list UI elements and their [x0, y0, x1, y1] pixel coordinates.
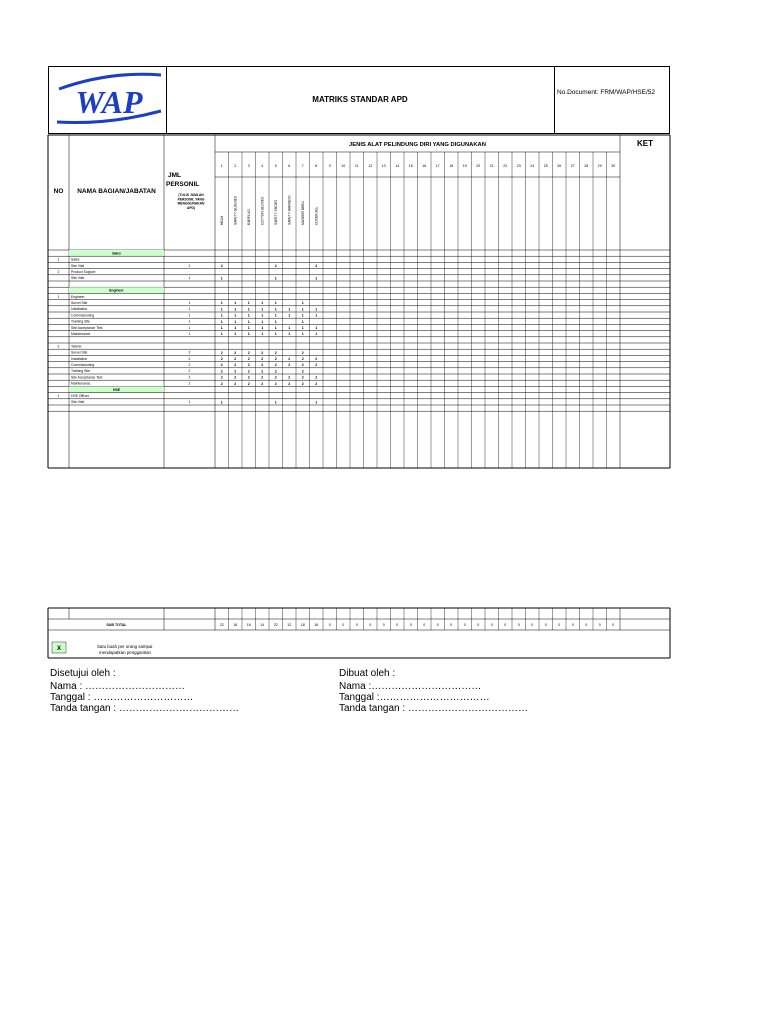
- row-name: Site Visit: [71, 263, 85, 268]
- column-header-jml: JML: [168, 172, 181, 179]
- row-no: 1: [57, 294, 60, 299]
- apd-mark: 2: [247, 381, 250, 386]
- apd-mark: 1: [301, 301, 304, 306]
- apd-mark: 1: [261, 326, 264, 330]
- logo-text: WAP: [75, 84, 143, 120]
- apd-mark: 2: [247, 357, 250, 361]
- subtotal-value: 0: [517, 623, 520, 627]
- subtotal-label: SUB TOTAL: [106, 623, 127, 627]
- apd-column-number: 4: [261, 164, 264, 168]
- apd-mark: 2: [261, 363, 264, 368]
- subtotal-value: 14: [260, 623, 265, 627]
- apd-mark: 1: [301, 319, 304, 324]
- apd-mark: 2: [261, 369, 264, 374]
- apd-mark: 2: [234, 350, 237, 355]
- apd-mark: 2: [234, 381, 237, 386]
- apd-mark: 1: [247, 319, 250, 324]
- apd-column-number: 28: [584, 164, 589, 168]
- apd-mark: 1: [274, 301, 277, 306]
- apd-mark: 2: [288, 363, 291, 368]
- row-jml: 2: [188, 381, 191, 386]
- subtotal-value: 0: [585, 623, 588, 627]
- row-name: Site Acceptance Test: [71, 375, 103, 380]
- apd-mark: 1: [234, 332, 237, 337]
- created-by-date: Tanggal :……………………………: [339, 692, 490, 703]
- row-name: HSE Officer: [71, 394, 89, 398]
- subtotal-value: 0: [423, 623, 426, 627]
- apd-mark: 2: [274, 357, 277, 361]
- apd-mark: 1: [274, 307, 277, 312]
- apd-column-number: 5: [274, 164, 277, 168]
- row-name: Survei Site: [71, 301, 88, 305]
- jml-note-line: APD): [186, 205, 196, 210]
- apd-mark: 1: [301, 313, 304, 318]
- apd-column-number: 6: [288, 164, 291, 168]
- apd-column-number: 30: [611, 164, 616, 168]
- row-no: 2: [57, 270, 60, 274]
- column-header-ket: KET: [637, 139, 653, 148]
- row-jml: 1: [188, 332, 191, 336]
- subtotal-value: 22: [273, 623, 278, 627]
- row-no: 2: [57, 344, 60, 349]
- apd-mark: 2: [261, 381, 264, 386]
- apd-mark: 1: [261, 332, 264, 337]
- section-label: Sales: [112, 251, 121, 256]
- apd-mark: 1: [274, 332, 277, 337]
- row-jml: 1: [188, 313, 191, 318]
- apd-mark: 1: [315, 400, 318, 405]
- apd-mark: 1: [288, 307, 291, 312]
- row-name: Site Visit: [71, 400, 85, 405]
- apd-column-number: 13: [381, 164, 386, 168]
- column-header-jenis: JENIS ALAT PELINDUNG DIRI YANG DIGUNAKAN: [349, 142, 486, 148]
- apd-mark: 1: [220, 400, 223, 405]
- apd-column-number: 2: [234, 164, 237, 168]
- apd-column-number: 23: [516, 164, 521, 168]
- apd-mark: 2: [301, 357, 304, 361]
- apd-mark: 2: [315, 381, 318, 386]
- apd-mark: 2: [220, 369, 223, 374]
- subtotal-value: 0: [369, 623, 372, 627]
- row-jml: 1: [188, 325, 191, 330]
- apd-column-number: 20: [476, 164, 481, 168]
- row-no: 1: [57, 394, 60, 398]
- subtotal-value: 0: [328, 623, 331, 627]
- document-title: MATRIKS STANDAR APD: [312, 95, 408, 104]
- apd-mark: 1: [301, 332, 304, 337]
- subtotal-value: 16: [246, 623, 251, 627]
- apd-mark: 1: [220, 276, 223, 281]
- apd-mark: 1: [315, 326, 318, 330]
- subtotal-value: 0: [490, 623, 493, 627]
- row-name: Maintenance: [71, 332, 91, 336]
- subtotal-value: 0: [396, 623, 399, 627]
- apd-column-number: 15: [408, 164, 413, 168]
- approved-by-heading: Disetujui oleh :: [50, 668, 116, 679]
- apd-column-number: 17: [435, 164, 440, 168]
- row-jml: 1: [188, 276, 191, 281]
- apd-column-number: 8: [315, 164, 318, 168]
- apd-mark: 1: [288, 332, 291, 337]
- column-header-no: NO: [53, 188, 64, 195]
- jml-note-line: PERSONIL YANG: [177, 197, 205, 202]
- apd-column-number: 3: [247, 164, 250, 168]
- subtotal-value: 0: [409, 623, 412, 627]
- apd-mark: 2: [274, 363, 277, 368]
- subtotal-value: 0: [477, 623, 480, 627]
- apd-mark: 2: [234, 357, 237, 361]
- apd-mark: 1: [274, 400, 277, 405]
- subtotal-value: 0: [382, 623, 385, 627]
- apd-mark: 2: [301, 363, 304, 368]
- legend-mark: X: [56, 646, 62, 652]
- apd-column-name: SAFETY HARNESS: [287, 195, 292, 225]
- apd-mark: 1: [274, 313, 277, 318]
- row-jml: 2: [188, 356, 191, 361]
- apd-column-name: MASKER DEBU: [300, 201, 305, 225]
- column-header-personil: PERSONIL: [166, 181, 200, 188]
- apd-mark: 1: [220, 332, 223, 337]
- apd-mark: 2: [274, 381, 277, 386]
- row-name: Site Acceptance Test: [71, 325, 103, 330]
- row-jml: 2: [188, 375, 191, 380]
- apd-column-number: 18: [449, 164, 454, 168]
- apd-mark: 1: [220, 326, 223, 330]
- row-jml: 2: [188, 350, 191, 355]
- row-name: Maintenance: [71, 381, 91, 386]
- apd-mark: 1: [315, 307, 318, 312]
- row-name: Engineer: [71, 294, 85, 299]
- subtotal-value: 0: [531, 623, 534, 627]
- apd-mark: 2: [274, 369, 277, 374]
- apd-mark: 2: [220, 363, 223, 368]
- apd-mark: 1: [234, 313, 237, 318]
- apd-column-number: 25: [543, 164, 548, 168]
- apd-mark: 2: [247, 363, 250, 368]
- subtotal-value: 0: [504, 623, 507, 627]
- apd-mark: 1: [220, 307, 223, 312]
- apd-column-name: SAFETY GLASSES: [233, 195, 238, 225]
- apd-mark: 1: [234, 326, 237, 330]
- apd-mark: 1: [261, 301, 264, 306]
- apd-mark: 2: [274, 264, 277, 268]
- subtotal-value: 12: [287, 623, 292, 627]
- document-number: No.Document: FRM/WAP/HSE/52: [557, 89, 656, 96]
- section-label: HSE: [113, 387, 120, 392]
- apd-mark: 1: [274, 276, 277, 281]
- row-jml: 2: [188, 263, 191, 268]
- subtotal-value: 0: [450, 623, 453, 627]
- apd-mark: 2: [234, 363, 237, 368]
- apd-mark: 1: [247, 301, 250, 306]
- apd-column-number: 26: [557, 164, 562, 168]
- apd-mark: 1: [220, 319, 223, 324]
- row-name: Site Visit: [71, 276, 85, 281]
- approved-by-name: Nama : …………………………: [50, 681, 186, 692]
- apd-mark: 1: [288, 313, 291, 318]
- apd-mark: 2: [274, 375, 277, 380]
- legend-text-line1: Satu buah per orang sampai: [97, 644, 153, 649]
- subtotal-value: 0: [342, 623, 345, 627]
- apd-column-number: 14: [395, 164, 400, 168]
- apd-column-number: 21: [489, 164, 494, 168]
- apd-mark: 1: [301, 307, 304, 312]
- row-name: Teknisi: [71, 344, 82, 349]
- approved-by-signature: Tanda tangan : ………………………………: [50, 703, 239, 714]
- apd-mark: 1: [234, 301, 237, 306]
- apd-mark: 2: [261, 375, 264, 380]
- created-by-signature: Tanda tangan : ………………………………: [339, 703, 528, 714]
- row-name: Survei Site: [71, 350, 88, 355]
- apd-mark: 2: [220, 381, 223, 386]
- apd-mark: 1: [261, 307, 264, 312]
- row-jml: 1: [188, 301, 191, 305]
- subtotal-value: 0: [558, 623, 561, 627]
- apd-column-number: 7: [301, 164, 304, 168]
- apd-mark: 2: [234, 375, 237, 380]
- row-jml: 2: [188, 363, 191, 367]
- apd-mark: 1: [220, 313, 223, 318]
- apd-mark: 2: [220, 375, 223, 380]
- apd-mark: 1: [315, 313, 318, 318]
- subtotal-value: 0: [436, 623, 439, 627]
- apd-mark: 1: [247, 326, 250, 330]
- apd-mark: 1: [247, 313, 250, 318]
- apd-column-number: 27: [570, 164, 575, 168]
- apd-column-number: 16: [422, 164, 427, 168]
- row-name: Installation: [71, 307, 88, 312]
- apd-column-number: 24: [530, 164, 535, 168]
- apd-column-name: EARPLUG: [246, 209, 251, 225]
- apd-mark: 2: [261, 350, 264, 355]
- row-name: Training Site: [71, 319, 90, 324]
- subtotal-value: 0: [544, 623, 547, 627]
- row-jml: 1: [188, 307, 191, 312]
- row-jml: 2: [188, 369, 191, 374]
- apd-column-number: 9: [328, 164, 331, 168]
- apd-mark: 1: [261, 319, 264, 324]
- apd-mark: 2: [301, 369, 304, 374]
- apd-column-name: HELM: [219, 215, 224, 225]
- apd-mark: 1: [247, 332, 250, 337]
- subtotal-value: 22: [219, 623, 224, 627]
- subtotal-value: 16: [233, 623, 238, 627]
- apd-mark: 2: [288, 357, 291, 361]
- apd-mark: 1: [274, 326, 277, 330]
- subtotal-value: 0: [598, 623, 601, 627]
- subtotal-value: 0: [355, 623, 358, 627]
- apd-mark: 1: [261, 313, 264, 318]
- subtotal-value: 0: [612, 623, 615, 627]
- subtotal-value: 18: [300, 623, 305, 627]
- created-by-heading: Dibuat oleh :: [339, 668, 396, 679]
- apd-mark: 2: [288, 375, 291, 380]
- apd-column-number: 12: [368, 164, 373, 168]
- apd-mark: 2: [274, 350, 277, 355]
- row-name: Training Site: [71, 369, 90, 374]
- row-name: Product Support: [71, 270, 96, 274]
- subtotal-value: 0: [571, 623, 574, 627]
- apd-mark: 2: [301, 350, 304, 355]
- apd-mark: 1: [234, 307, 237, 312]
- apd-column-name: COVER ALL: [314, 206, 319, 225]
- apd-mark: 2: [220, 357, 223, 361]
- apd-mark: 2: [234, 369, 237, 374]
- apd-mark: 1: [301, 326, 304, 330]
- row-name: Commissioning: [71, 313, 95, 318]
- apd-mark: 2: [301, 375, 304, 380]
- apd-mark: 1: [220, 301, 223, 306]
- apd-mark: 1: [247, 307, 250, 312]
- section-label: Engineer: [109, 288, 124, 293]
- apd-mark: 2: [247, 369, 250, 374]
- row-no: 1: [57, 257, 60, 262]
- apd-column-number: 11: [354, 164, 359, 168]
- apd-mark: 1: [315, 276, 318, 281]
- subtotal-value: 0: [463, 623, 466, 627]
- row-name: Commissioning: [71, 363, 95, 367]
- column-header-nama: NAMA BAGIAN/JABATAN: [77, 188, 156, 195]
- created-by-name: Nama :……………………………: [339, 681, 482, 692]
- apd-mark: 2: [261, 357, 264, 361]
- subtotal-value: 16: [314, 623, 319, 627]
- apd-mark: 2: [315, 264, 318, 268]
- jml-note-line: MENGGUNAKAN: [177, 201, 205, 206]
- apd-column-number: 22: [503, 164, 508, 168]
- jml-note-line: (TULIS JUMLAH: [178, 193, 204, 197]
- apd-column-number: 19: [462, 164, 467, 168]
- apd-mark: 1: [288, 326, 291, 330]
- apd-mark: 2: [315, 363, 318, 368]
- row-name: Sales: [71, 257, 80, 262]
- row-jml: 1: [188, 400, 191, 405]
- apd-mark: 1: [234, 319, 237, 324]
- apd-mark: 1: [315, 332, 318, 337]
- apd-mark: 1: [274, 319, 277, 324]
- apd-column-number: 29: [597, 164, 602, 168]
- apd-mark: 2: [247, 375, 250, 380]
- apd-mark: 2: [315, 357, 318, 361]
- apd-column-name: SAFETY SHOES: [273, 199, 278, 225]
- apd-mark: 2: [301, 381, 304, 386]
- apd-column-number: 10: [341, 164, 346, 168]
- approved-by-date: Tanggal : …………………………: [50, 692, 194, 703]
- apd-mark: 2: [315, 375, 318, 380]
- apd-mark: 2: [247, 350, 250, 355]
- row-jml: 1: [188, 319, 191, 324]
- legend-text-line2: mendapatkan penggantian: [99, 650, 151, 655]
- apd-column-number: 1: [220, 164, 223, 168]
- row-name: Installation: [71, 356, 88, 361]
- apd-mark: 2: [220, 264, 223, 268]
- apd-mark: 2: [220, 350, 223, 355]
- apd-column-name: COTTON GLOVES: [260, 196, 265, 225]
- apd-mark: 2: [288, 381, 291, 386]
